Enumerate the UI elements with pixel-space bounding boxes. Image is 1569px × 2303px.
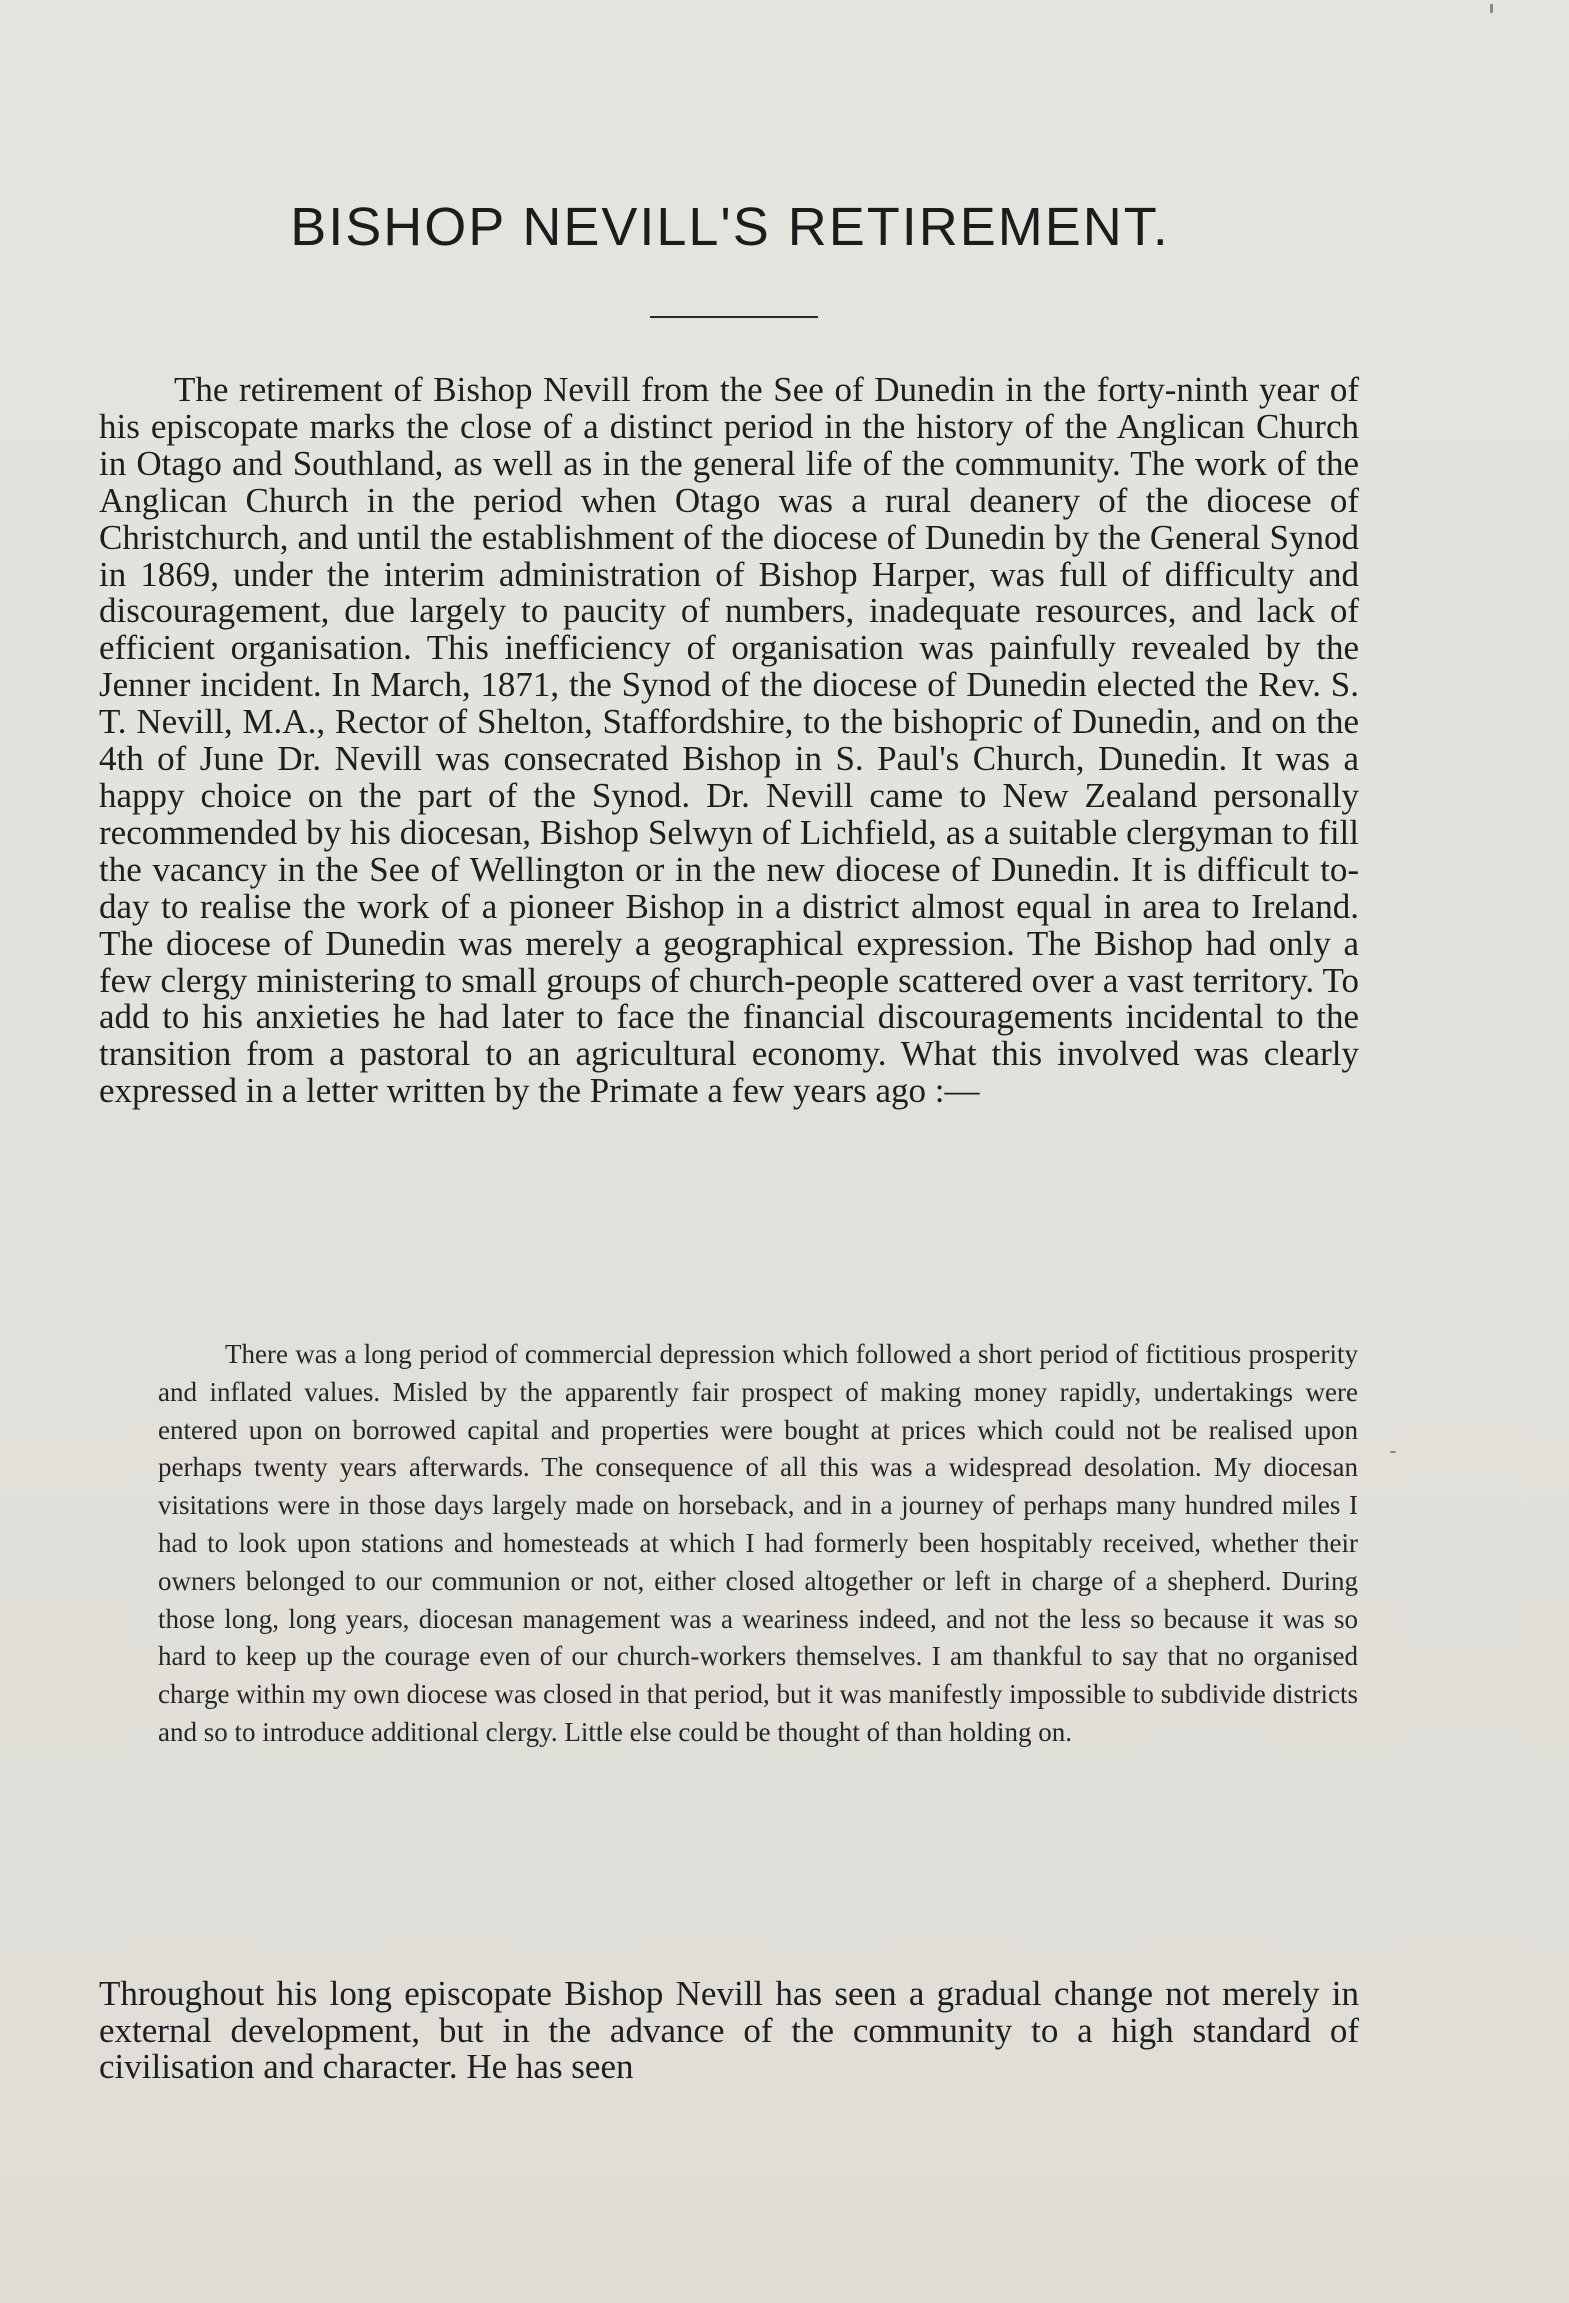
paper-speck: [1490, 4, 1493, 13]
intro-paragraph: The retirement of Bishop Nevill from the See of Dunedin in the forty-ninth year of his episcopate marks the close of a distinct period in the history of the Anglican Church in Otago and Southland, as well as in the general life of the community. The work of the Anglican Church in the period when Otago was a rural deanery of the diocese of Christchurch, and until the establishment of the diocese of Dunedin by the General Synod in 1869, under the interim administration of Bishop Harper, was full of difficulty and discouragement, due largely to paucity of numbers, inadequate resources, and lack of efficient organisation. This inefficiency of organisation was painfully revealed by the Jenner incident. In March, 1871, the Synod of the diocese of Dunedin elected the Rev. S. T. Nevill, M.A., Rector of Shelton, Staffordshire, to the bishopric of Dunedin, and on the 4th of June Dr. Nevill was consecrated Bishop in S. Paul's Church, Dunedin. It was a happy choice on the part of the Synod. Dr. Nevill came to New Zealand personally recommended by his diocesan, Bishop Selwyn of Lichfield, as a suitable clergyman to fill the vacancy in the See of Wellington or in the new diocese of Dunedin. It is difficult to-day to realise the work of a pioneer Bishop in a district almost equal in area to Ireland. The diocese of Dunedin was merely a geographical expression. The Bishop had only a few clergy ministering to small groups of church-people scattered over a vast territory. To add to his anxieties he had later to face the financial discouragements incidental to the transition from a pastoral to an agricultural economy. What this involved was clearly expressed in a letter written by the Primate a few years ago :—: [99, 370, 1359, 1111]
primate-letter-quotation: There was a long period of commercial depression which followed a short period of fictitious prosperity and inflated values. Misled by the apparently fair prospect of making money rapidly, undertakings were entered upon on borrowed capital and properties were bought at prices which could not be realised upon perhaps twenty years afterwards. The consequence of all this was a widespread desolation. My diocesan visitations were in those days largely made on horseback, and in a journey of perhaps many hundred miles I had to look upon stations and homesteads at which I had formerly been hospitably received, whether their owners belonged to our communion or not, either closed altogether or left in charge of a shepherd. During those long, long years, diocesan management was a weariness indeed, and not the less so because it was so hard to keep up the courage even of our church-workers themselves. I am thankful to say that no organised charge within my own diocese was closed in that period, but it was manifestly impossible to subdivide districts and so to introduce additional clergy. Little else could be thought of than holding on.: [158, 1339, 1358, 1747]
closing-paragraph: Throughout his long episcopate Bishop Nevill has seen a gradual change not merely in external development, but in the advance of the community to a high standard of civilisation and character. He has seen: [99, 1974, 1359, 2086]
paper-speck: [1390, 1451, 1396, 1453]
title-divider: [650, 316, 818, 318]
page-title: BISHOP NEVILL'S RETIREMENT.: [290, 197, 1170, 257]
